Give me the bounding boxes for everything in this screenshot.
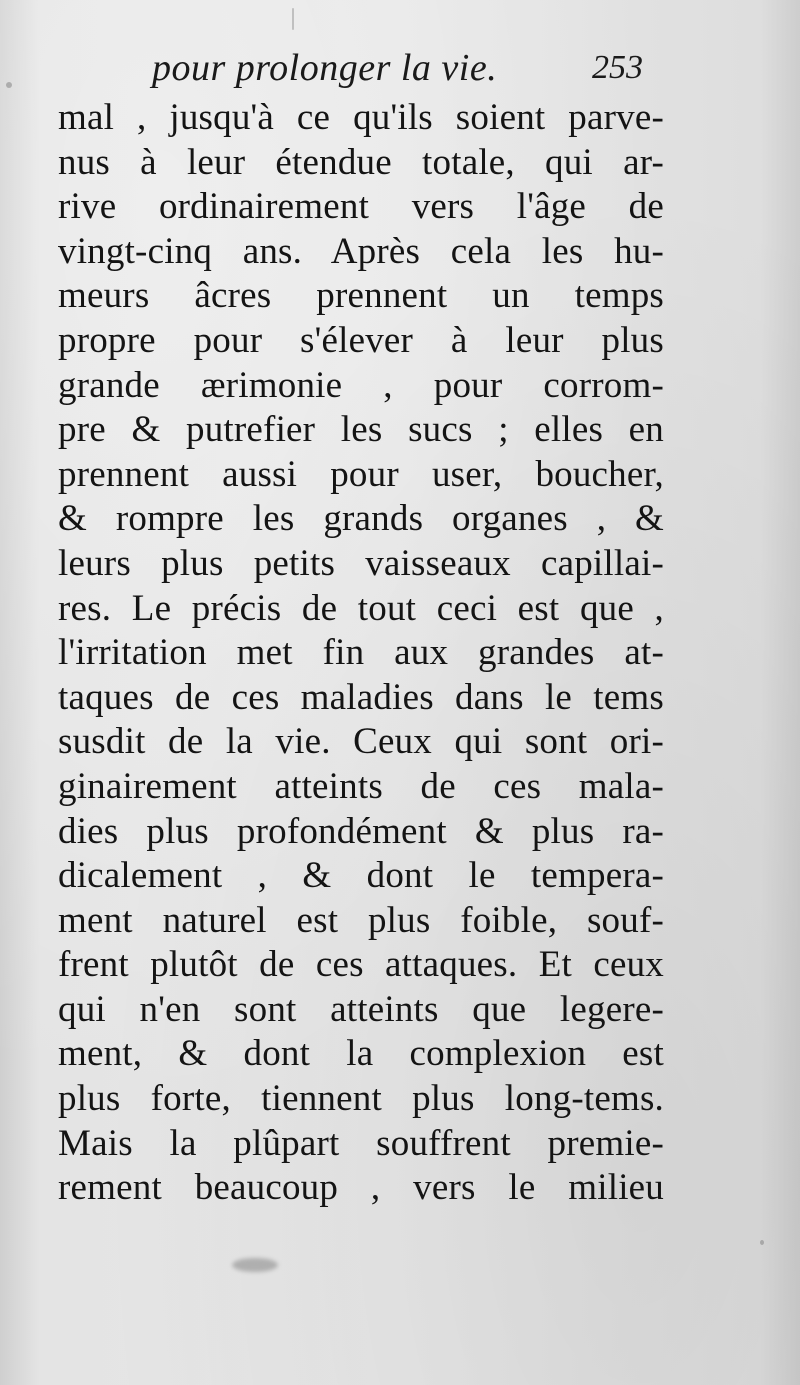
paper-speck xyxy=(292,8,294,30)
text-line: grande ærimonie , pour corrom- xyxy=(58,364,664,406)
text-line: pre & putrefier les sucs ; elles en xyxy=(58,409,664,451)
text-line: Mais la plûpart souffrent premie- xyxy=(58,1122,664,1164)
text-line: dies plus profondément & plus ra- xyxy=(58,810,664,852)
running-title: pour prolonger la vie. xyxy=(152,47,498,89)
text-line: taques de ces maladies dans le tems xyxy=(58,676,664,718)
running-head xyxy=(0,40,800,96)
text-line: ginairement atteints de ces mala- xyxy=(58,765,664,807)
text-line: susdit de la vie. Ceux qui sont ori- xyxy=(58,721,664,763)
text-line: mal , jusqu'à ce qu'ils soient parve- xyxy=(58,97,664,138)
text-line: & rompre les grands organes , & xyxy=(58,498,664,540)
text-line: qui n'en sont atteints que legere- xyxy=(58,988,664,1030)
text-line: ment, & dont la complexion est xyxy=(58,1033,664,1075)
text-line: prennent aussi pour user, boucher, xyxy=(58,453,664,495)
text-line: rive ordinairement vers l'âge de xyxy=(58,186,664,228)
text-line: frent plutôt de ces attaques. Et ceux xyxy=(58,944,664,986)
text-line: leurs plus petits vaisseaux capillai- xyxy=(58,542,664,584)
text-line: l'irritation met fin aux grandes at- xyxy=(58,632,664,674)
text-line: ment naturel est plus foible, souf- xyxy=(58,899,664,941)
ink-smudge xyxy=(232,1258,278,1272)
text-line: rement beaucoup , vers le milieu xyxy=(58,1167,664,1209)
text-line: res. Le précis de tout ceci est que , xyxy=(58,587,664,629)
text-line: propre pour s'élever à leur plus xyxy=(58,319,664,361)
text-line: meurs âcres prennent un temps xyxy=(58,275,664,317)
page-number: 253 xyxy=(592,49,643,86)
text-line: dicalement , & dont le tempera- xyxy=(58,855,664,897)
paper-speck xyxy=(760,1240,764,1245)
text-line: vingt-cinq ans. Après cela les hu- xyxy=(58,230,664,272)
body-text xyxy=(58,96,664,1211)
text-line: plus forte, tiennent plus long-tems. xyxy=(58,1078,664,1120)
text-line: nus à leur étendue totale, qui ar- xyxy=(58,141,664,183)
